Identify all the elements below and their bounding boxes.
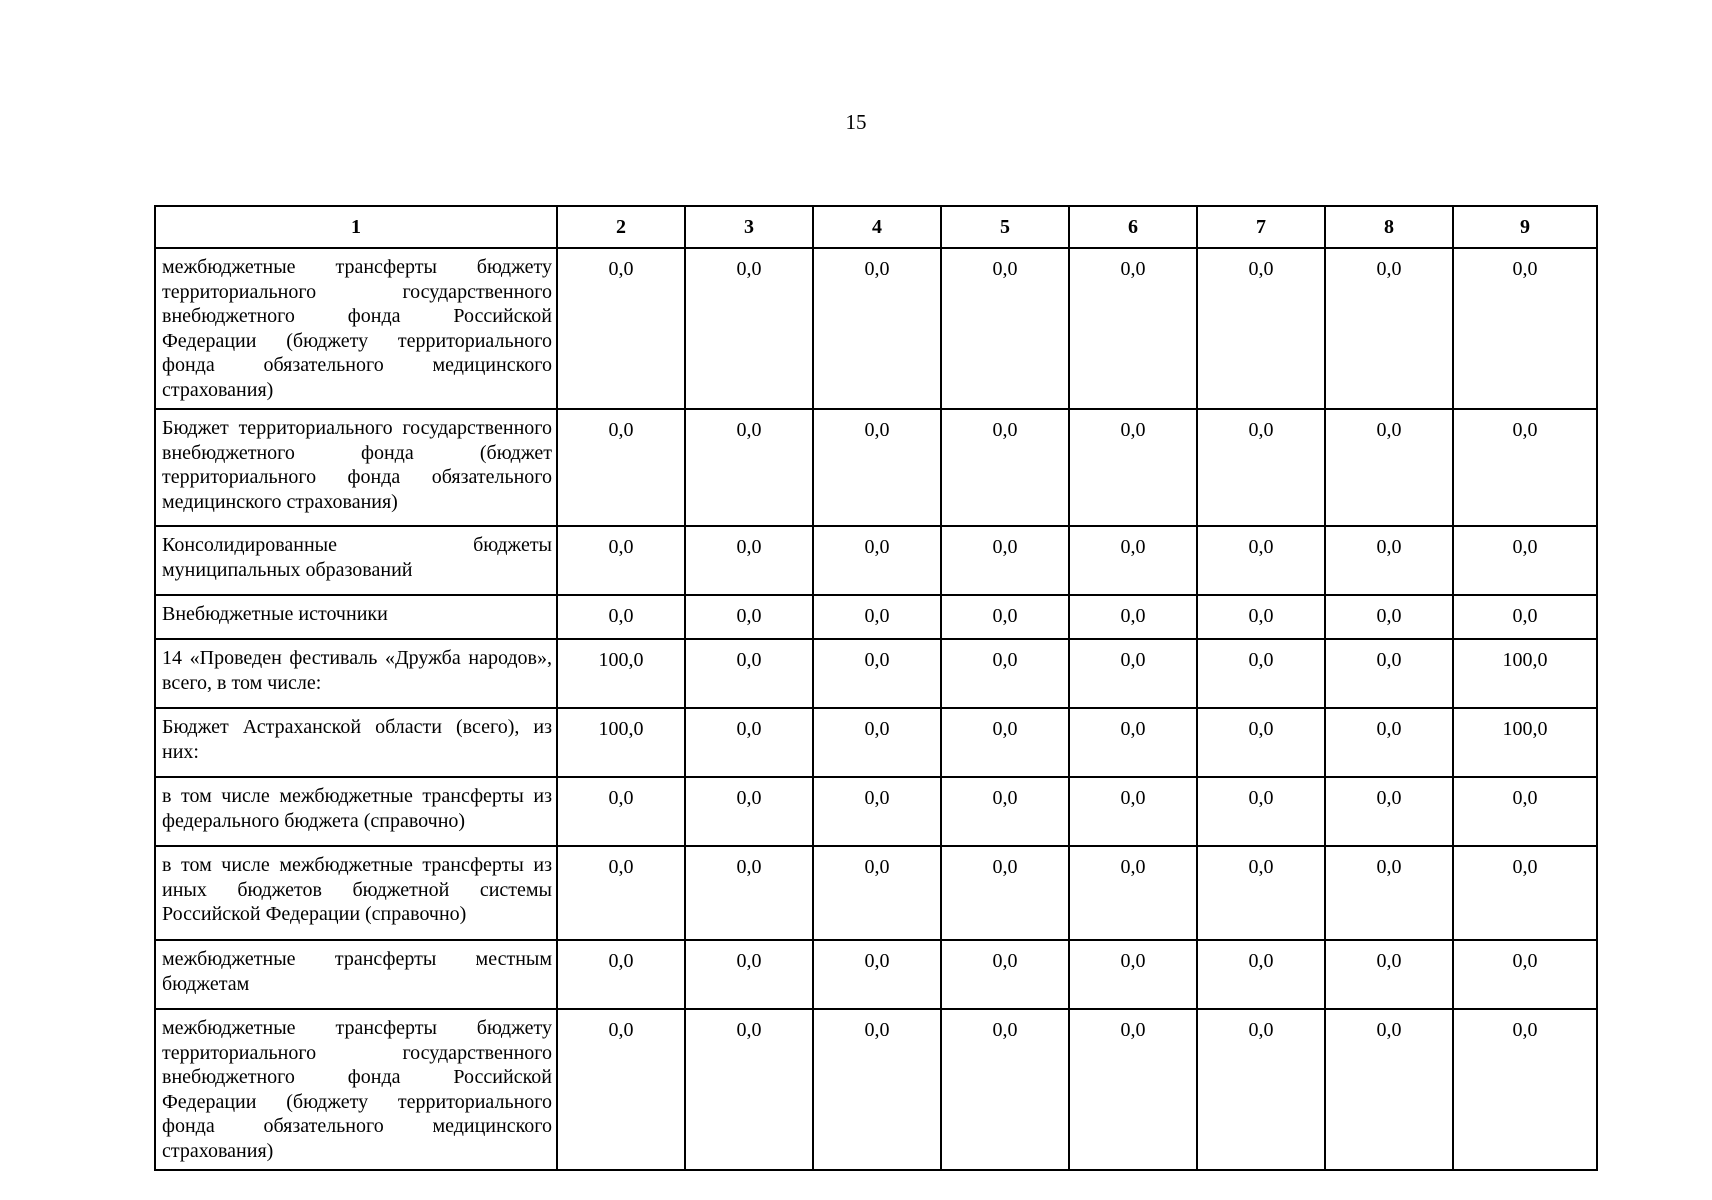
- value-cell: 100,0: [557, 708, 685, 777]
- value-cell: 0,0: [685, 526, 813, 595]
- value-cell: 0,0: [685, 940, 813, 1009]
- value-cell: 0,0: [1325, 248, 1453, 409]
- value-cell: 0,0: [1453, 777, 1597, 846]
- value-cell: 0,0: [1453, 526, 1597, 595]
- row-label: в том числе межбюджетные трансферты из иных бюджетов бюджетной системы Российской Федерации (справочно): [155, 846, 557, 940]
- value-cell: 0,0: [1197, 846, 1325, 940]
- value-cell: 0,0: [1325, 940, 1453, 1009]
- value-cell: 100,0: [557, 639, 685, 708]
- column-header: 1: [155, 206, 557, 248]
- value-cell: 0,0: [685, 708, 813, 777]
- value-cell: 0,0: [685, 248, 813, 409]
- value-cell: 0,0: [1069, 708, 1197, 777]
- value-cell: 0,0: [1197, 639, 1325, 708]
- value-cell: 0,0: [1325, 777, 1453, 846]
- value-cell: 0,0: [813, 526, 941, 595]
- table-row: [155, 846, 1597, 940]
- value-cell: 0,0: [1069, 777, 1197, 846]
- value-cell: 0,0: [1453, 1009, 1597, 1170]
- value-cell: 0,0: [1197, 1009, 1325, 1170]
- value-cell: 0,0: [1069, 846, 1197, 940]
- value-cell: 0,0: [557, 595, 685, 639]
- value-cell: 0,0: [557, 1009, 685, 1170]
- value-cell: 0,0: [1069, 526, 1197, 595]
- value-cell: 0,0: [941, 708, 1069, 777]
- value-cell: 100,0: [1453, 639, 1597, 708]
- value-cell: 0,0: [813, 940, 941, 1009]
- row-label: Внебюджетные источники: [155, 595, 557, 639]
- table-row: [155, 940, 1597, 1009]
- value-cell: 0,0: [1325, 595, 1453, 639]
- value-cell: 0,0: [685, 595, 813, 639]
- column-header: 2: [557, 206, 685, 248]
- value-cell: 100,0: [1453, 708, 1597, 777]
- value-cell: 0,0: [1325, 526, 1453, 595]
- value-cell: 0,0: [1197, 526, 1325, 595]
- value-cell: 0,0: [1197, 595, 1325, 639]
- value-cell: 0,0: [1197, 940, 1325, 1009]
- row-label: в том числе межбюджетные трансферты из федерального бюджета (справочно): [155, 777, 557, 846]
- value-cell: 0,0: [557, 526, 685, 595]
- value-cell: 0,0: [557, 846, 685, 940]
- value-cell: 0,0: [1325, 846, 1453, 940]
- row-label: межбюджетные трансферты местным бюджетам: [155, 940, 557, 1009]
- table-row: [155, 526, 1597, 595]
- value-cell: 0,0: [941, 639, 1069, 708]
- value-cell: 0,0: [941, 940, 1069, 1009]
- column-header: 6: [1069, 206, 1197, 248]
- value-cell: 0,0: [1069, 1009, 1197, 1170]
- value-cell: 0,0: [1069, 595, 1197, 639]
- table-row: [155, 595, 1597, 639]
- page-number: 15: [845, 110, 867, 134]
- value-cell: 0,0: [557, 777, 685, 846]
- column-header: 3: [685, 206, 813, 248]
- value-cell: 0,0: [1453, 248, 1597, 409]
- table-row: [155, 639, 1597, 708]
- value-cell: 0,0: [1069, 940, 1197, 1009]
- column-header: 4: [813, 206, 941, 248]
- value-cell: 0,0: [941, 248, 1069, 409]
- value-cell: 0,0: [1453, 846, 1597, 940]
- table-row: [155, 708, 1597, 777]
- value-cell: 0,0: [685, 1009, 813, 1170]
- value-cell: 0,0: [1453, 940, 1597, 1009]
- column-header: 9: [1453, 206, 1597, 248]
- value-cell: 0,0: [557, 409, 685, 526]
- value-cell: 0,0: [813, 639, 941, 708]
- value-cell: 0,0: [557, 940, 685, 1009]
- row-label: 14 «Проведен фестиваль «Дружба народов», всего, в том числе:: [155, 639, 557, 708]
- column-header: 8: [1325, 206, 1453, 248]
- value-cell: 0,0: [941, 409, 1069, 526]
- value-cell: 0,0: [1453, 595, 1597, 639]
- value-cell: 0,0: [813, 1009, 941, 1170]
- value-cell: 0,0: [1197, 409, 1325, 526]
- table-row: [155, 1009, 1597, 1170]
- row-label: Бюджет Астраханской области (всего), из них:: [155, 708, 557, 777]
- value-cell: 0,0: [813, 595, 941, 639]
- row-label: межбюджетные трансферты бюджету территориального государственного внебюджетного фонда Российской Федерации (бюджету территориального фонда обязательного медицинского страхования): [155, 248, 557, 409]
- value-cell: 0,0: [1069, 248, 1197, 409]
- value-cell: 0,0: [1325, 708, 1453, 777]
- table-row: [155, 409, 1597, 526]
- value-cell: 0,0: [1453, 409, 1597, 526]
- value-cell: 0,0: [1325, 639, 1453, 708]
- value-cell: 0,0: [1069, 639, 1197, 708]
- value-cell: 0,0: [1325, 1009, 1453, 1170]
- value-cell: 0,0: [685, 846, 813, 940]
- value-cell: 0,0: [813, 846, 941, 940]
- column-header: 7: [1197, 206, 1325, 248]
- budget-table: [154, 205, 1598, 1171]
- value-cell: 0,0: [941, 777, 1069, 846]
- value-cell: 0,0: [685, 777, 813, 846]
- value-cell: 0,0: [941, 526, 1069, 595]
- value-cell: 0,0: [557, 248, 685, 409]
- value-cell: 0,0: [1069, 409, 1197, 526]
- value-cell: 0,0: [1325, 409, 1453, 526]
- table-body: [155, 248, 1597, 1170]
- row-label: Консолидированные бюджеты муниципальных образований: [155, 526, 557, 595]
- value-cell: 0,0: [813, 409, 941, 526]
- table-row: [155, 248, 1597, 409]
- value-cell: 0,0: [813, 777, 941, 846]
- column-header: 5: [941, 206, 1069, 248]
- value-cell: 0,0: [813, 248, 941, 409]
- value-cell: 0,0: [685, 639, 813, 708]
- value-cell: 0,0: [1197, 708, 1325, 777]
- value-cell: 0,0: [1197, 248, 1325, 409]
- value-cell: 0,0: [941, 1009, 1069, 1170]
- value-cell: 0,0: [941, 595, 1069, 639]
- value-cell: 0,0: [813, 708, 941, 777]
- header-row: [155, 206, 1597, 248]
- row-label: Бюджет территориального государственного внебюджетного фонда (бюджет территориального фонда обязательного медицинского страхования): [155, 409, 557, 526]
- value-cell: 0,0: [941, 846, 1069, 940]
- value-cell: 0,0: [685, 409, 813, 526]
- row-label: межбюджетные трансферты бюджету территориального государственного внебюджетного фонда Российской Федерации (бюджету территориального фонда обязательного медицинского страхования): [155, 1009, 557, 1170]
- value-cell: 0,0: [1197, 777, 1325, 846]
- table-row: [155, 777, 1597, 846]
